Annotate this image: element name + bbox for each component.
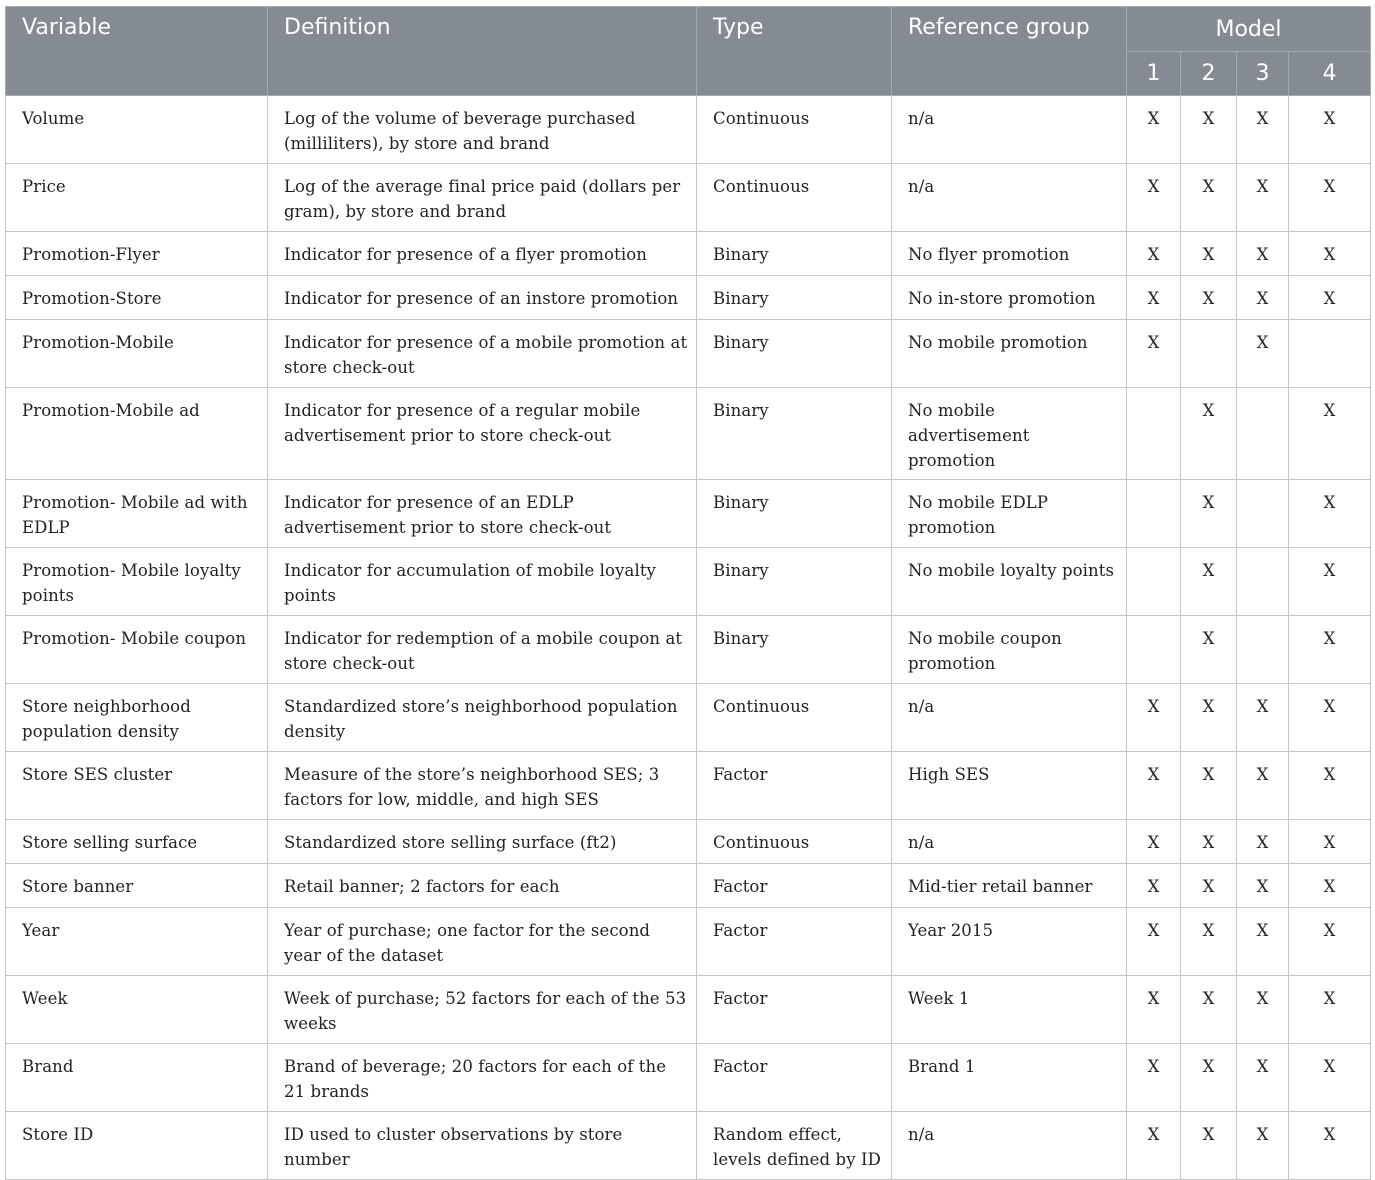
type-cell: Binary	[697, 480, 892, 548]
variable-cell: Promotion-Mobile	[6, 320, 268, 388]
table-row	[6, 164, 1371, 232]
model-4-mark: X	[1289, 864, 1371, 908]
model-3-mark	[1237, 388, 1289, 480]
model-3-mark: X	[1237, 232, 1289, 276]
table-row	[6, 616, 1371, 684]
definition-cell: Retail banner; 2 factors for each	[268, 864, 697, 908]
table-row	[6, 976, 1371, 1044]
model-1-mark: X	[1127, 320, 1181, 388]
variable-cell: Promotion- Mobile ad with EDLP	[6, 480, 268, 548]
reference-group-cell: No mobile coupon promotion	[892, 616, 1127, 684]
model-1-mark: X	[1127, 276, 1181, 320]
header-model-1: 1	[1127, 52, 1181, 96]
reference-group-cell: n/a	[892, 96, 1127, 164]
definition-cell: Standardized store’s neighborhood population density	[268, 684, 697, 752]
model-1-mark: X	[1127, 976, 1181, 1044]
model-4-mark: X	[1289, 164, 1371, 232]
model-3-mark: X	[1237, 864, 1289, 908]
variable-cell: Store banner	[6, 864, 268, 908]
model-4-mark: X	[1289, 480, 1371, 548]
definition-cell: Indicator for presence of an EDLP advertisement prior to store check-out	[268, 480, 697, 548]
reference-group-cell: No mobile promotion	[892, 320, 1127, 388]
model-4-mark: X	[1289, 752, 1371, 820]
definition-cell: Indicator for presence of a flyer promotion	[268, 232, 697, 276]
variable-cell: Promotion-Flyer	[6, 232, 268, 276]
type-cell: Random effect, levels defined by ID	[697, 1112, 892, 1180]
model-3-mark: X	[1237, 908, 1289, 976]
reference-group-cell: n/a	[892, 164, 1127, 232]
reference-group-cell: Brand 1	[892, 1044, 1127, 1112]
model-3-mark: X	[1237, 684, 1289, 752]
model-4-mark: X	[1289, 976, 1371, 1044]
table-row	[6, 548, 1371, 616]
reference-group-cell: No mobile advertisement promotion	[892, 388, 1127, 480]
model-3-mark: X	[1237, 276, 1289, 320]
type-cell: Factor	[697, 864, 892, 908]
header-model-3: 3	[1237, 52, 1289, 96]
model-3-mark: X	[1237, 320, 1289, 388]
type-cell: Binary	[697, 388, 892, 480]
model-4-mark	[1289, 320, 1371, 388]
model-4-mark: X	[1289, 232, 1371, 276]
reference-group-cell: No mobile loyalty points	[892, 548, 1127, 616]
table-row	[6, 908, 1371, 976]
model-4-mark: X	[1289, 276, 1371, 320]
model-3-mark: X	[1237, 96, 1289, 164]
header-model: Model	[1127, 7, 1371, 52]
model-2-mark: X	[1181, 276, 1237, 320]
definition-cell: Measure of the store’s neighborhood SES; 3 factors for low, middle, and high SES	[268, 752, 697, 820]
variable-cell: Store ID	[6, 1112, 268, 1180]
reference-group-cell: No mobile EDLP promotion	[892, 480, 1127, 548]
model-1-mark: X	[1127, 820, 1181, 864]
table-row	[6, 388, 1371, 480]
table-row	[6, 96, 1371, 164]
reference-group-cell: Week 1	[892, 976, 1127, 1044]
table-header	[6, 7, 1371, 96]
type-cell: Binary	[697, 548, 892, 616]
definition-cell: ID used to cluster observations by store number	[268, 1112, 697, 1180]
model-4-mark: X	[1289, 616, 1371, 684]
model-4-mark: X	[1289, 96, 1371, 164]
model-3-mark	[1237, 480, 1289, 548]
header-reference-group: Reference group	[892, 7, 1127, 96]
reference-group-cell: No in-store promotion	[892, 276, 1127, 320]
variable-cell: Promotion- Mobile loyalty points	[6, 548, 268, 616]
model-3-mark: X	[1237, 1112, 1289, 1180]
variable-cell: Promotion-Mobile ad	[6, 388, 268, 480]
model-1-mark	[1127, 548, 1181, 616]
table-row	[6, 276, 1371, 320]
model-1-mark: X	[1127, 232, 1181, 276]
type-cell: Binary	[697, 616, 892, 684]
model-4-mark: X	[1289, 548, 1371, 616]
reference-group-cell: Year 2015	[892, 908, 1127, 976]
table-body	[6, 96, 1371, 1180]
table-row	[6, 480, 1371, 548]
model-3-mark: X	[1237, 820, 1289, 864]
reference-group-cell: Mid-tier retail banner	[892, 864, 1127, 908]
variables-table	[5, 6, 1371, 1180]
type-cell: Continuous	[697, 96, 892, 164]
variable-cell: Brand	[6, 1044, 268, 1112]
definition-cell: Indicator for accumulation of mobile loyalty points	[268, 548, 697, 616]
table-row	[6, 684, 1371, 752]
header-variable: Variable	[6, 7, 268, 96]
model-2-mark: X	[1181, 1112, 1237, 1180]
table-row	[6, 820, 1371, 864]
model-3-mark: X	[1237, 164, 1289, 232]
variable-cell: Year	[6, 908, 268, 976]
model-4-mark: X	[1289, 1044, 1371, 1112]
model-2-mark: X	[1181, 164, 1237, 232]
model-1-mark: X	[1127, 96, 1181, 164]
table-row	[6, 320, 1371, 388]
definition-cell: Indicator for redemption of a mobile coupon at store check-out	[268, 616, 697, 684]
definition-cell: Log of the average final price paid (dollars per gram), by store and brand	[268, 164, 697, 232]
type-cell: Factor	[697, 908, 892, 976]
type-cell: Binary	[697, 276, 892, 320]
model-3-mark	[1237, 548, 1289, 616]
model-1-mark: X	[1127, 1112, 1181, 1180]
type-cell: Continuous	[697, 820, 892, 864]
table-row	[6, 752, 1371, 820]
definition-cell: Indicator for presence of an instore promotion	[268, 276, 697, 320]
type-cell: Factor	[697, 752, 892, 820]
model-2-mark: X	[1181, 684, 1237, 752]
model-1-mark	[1127, 616, 1181, 684]
variable-cell: Store selling surface	[6, 820, 268, 864]
model-1-mark: X	[1127, 684, 1181, 752]
header-model-2: 2	[1181, 52, 1237, 96]
model-4-mark: X	[1289, 684, 1371, 752]
definition-cell: Standardized store selling surface (ft2)	[268, 820, 697, 864]
definition-cell: Year of purchase; one factor for the second year of the dataset	[268, 908, 697, 976]
model-3-mark: X	[1237, 1044, 1289, 1112]
model-4-mark: X	[1289, 820, 1371, 864]
definition-cell: Indicator for presence of a regular mobile advertisement prior to store check-out	[268, 388, 697, 480]
type-cell: Factor	[697, 1044, 892, 1112]
variable-cell: Week	[6, 976, 268, 1044]
model-2-mark: X	[1181, 752, 1237, 820]
type-cell: Continuous	[697, 164, 892, 232]
definition-cell: Brand of beverage; 20 factors for each of the 21 brands	[268, 1044, 697, 1112]
model-4-mark: X	[1289, 908, 1371, 976]
model-1-mark: X	[1127, 752, 1181, 820]
header-definition: Definition	[268, 7, 697, 96]
model-2-mark: X	[1181, 820, 1237, 864]
variable-cell: Store SES cluster	[6, 752, 268, 820]
model-3-mark	[1237, 616, 1289, 684]
model-3-mark: X	[1237, 976, 1289, 1044]
reference-group-cell: No flyer promotion	[892, 232, 1127, 276]
variable-cell: Promotion- Mobile coupon	[6, 616, 268, 684]
variable-cell: Promotion-Store	[6, 276, 268, 320]
table-row	[6, 864, 1371, 908]
reference-group-cell: High SES	[892, 752, 1127, 820]
model-4-mark: X	[1289, 388, 1371, 480]
model-2-mark: X	[1181, 388, 1237, 480]
model-2-mark: X	[1181, 480, 1237, 548]
header-model-4: 4	[1289, 52, 1371, 96]
table-row	[6, 232, 1371, 276]
header-type: Type	[697, 7, 892, 96]
model-1-mark: X	[1127, 908, 1181, 976]
model-2-mark: X	[1181, 908, 1237, 976]
type-cell: Factor	[697, 976, 892, 1044]
variable-cell: Store neighborhood population density	[6, 684, 268, 752]
table-row	[6, 1044, 1371, 1112]
variable-cell: Volume	[6, 96, 268, 164]
model-2-mark: X	[1181, 96, 1237, 164]
definition-cell: Indicator for presence of a mobile promotion at store check-out	[268, 320, 697, 388]
reference-group-cell: n/a	[892, 820, 1127, 864]
definition-cell: Week of purchase; 52 factors for each of the 53 weeks	[268, 976, 697, 1044]
reference-group-cell: n/a	[892, 1112, 1127, 1180]
model-1-mark: X	[1127, 1044, 1181, 1112]
definition-cell: Log of the volume of beverage purchased (milliliters), by store and brand	[268, 96, 697, 164]
model-3-mark: X	[1237, 752, 1289, 820]
model-1-mark	[1127, 480, 1181, 548]
variable-cell: Price	[6, 164, 268, 232]
model-2-mark	[1181, 320, 1237, 388]
type-cell: Continuous	[697, 684, 892, 752]
model-2-mark: X	[1181, 976, 1237, 1044]
model-4-mark: X	[1289, 1112, 1371, 1180]
model-2-mark: X	[1181, 1044, 1237, 1112]
type-cell: Binary	[697, 232, 892, 276]
model-2-mark: X	[1181, 864, 1237, 908]
model-2-mark: X	[1181, 232, 1237, 276]
type-cell: Binary	[697, 320, 892, 388]
model-2-mark: X	[1181, 616, 1237, 684]
model-1-mark: X	[1127, 864, 1181, 908]
model-1-mark	[1127, 388, 1181, 480]
table-row	[6, 1112, 1371, 1180]
model-1-mark: X	[1127, 164, 1181, 232]
reference-group-cell: n/a	[892, 684, 1127, 752]
model-2-mark: X	[1181, 548, 1237, 616]
